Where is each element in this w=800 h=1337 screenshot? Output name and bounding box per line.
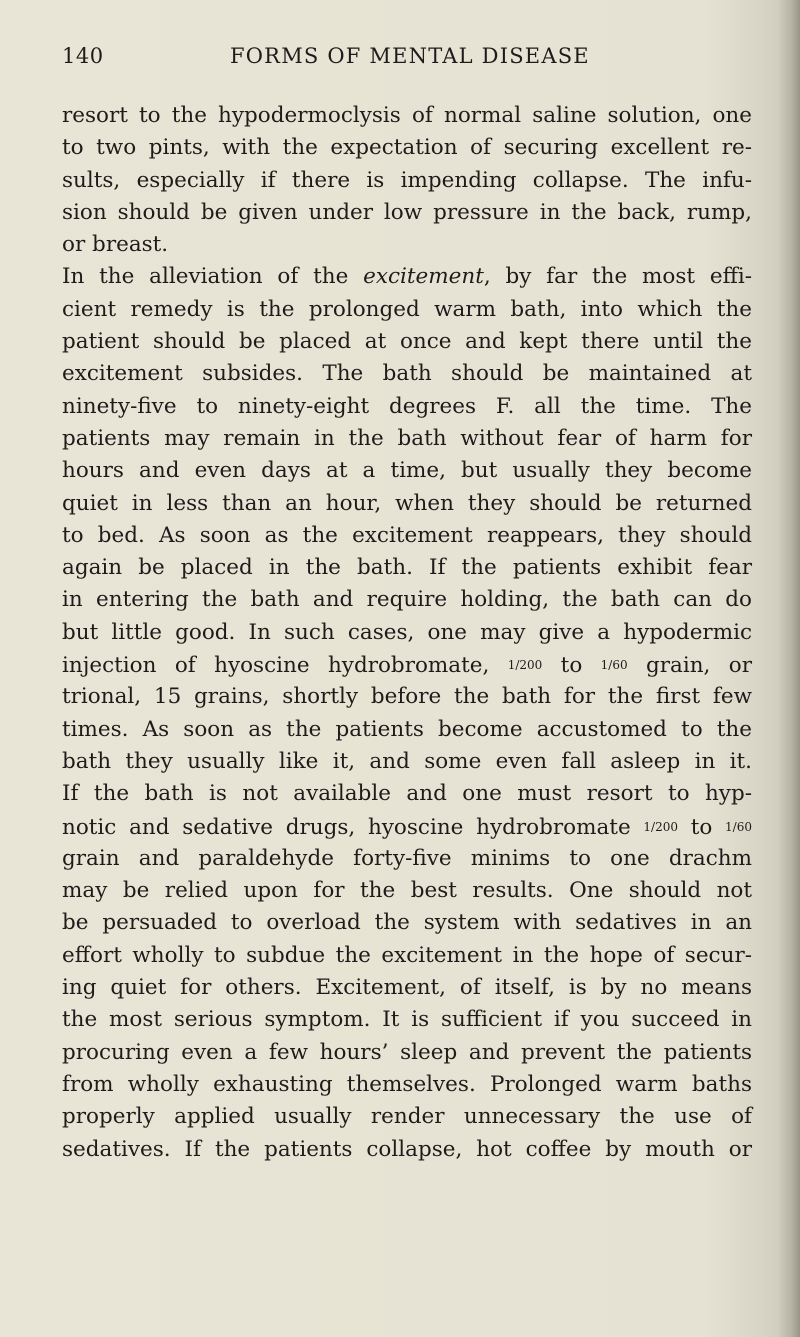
text-line: but little good. In such cases, one may give a hypodermic: [62, 619, 752, 645]
text-line-paragraph-start: [62, 261, 752, 293]
page-header: [62, 44, 712, 80]
text-line: trional, 15 grains, shortly before the bath for the first few: [62, 684, 752, 710]
text-line: in entering the bath and require holding, the bath can do: [62, 587, 752, 613]
text-line: resort to the hypodermoclysis of normal saline solution, one: [62, 103, 752, 128]
text-line-dose: [62, 811, 752, 843]
fraction: 1/200: [643, 819, 678, 834]
fraction: 1/200: [507, 658, 543, 673]
text-fragment: , by far the most effi-: [483, 264, 752, 290]
page-edge-shadow: [778, 0, 800, 1337]
text-line: times. As soon as the patients become accustomed to the: [62, 716, 752, 742]
fraction: 1/60: [725, 819, 752, 834]
text-line: grain and paraldehyde forty-five minims to one drachm: [62, 845, 752, 871]
text-line: ninety-five to ninety-eight degrees F. all the time. The: [62, 393, 752, 419]
text-line-dose: [62, 649, 752, 681]
text-fragment: grain, or: [627, 653, 752, 679]
text-line: be persuaded to overload the system with sedatives in an: [62, 910, 752, 936]
page-number: 140: [62, 44, 104, 68]
text-line: excitement subsides. The bath should be maintained at: [62, 361, 752, 387]
text-line: bath they usually like it, and some even fall asleep in it.: [62, 748, 752, 774]
text-line: ing quiet for others. Excitement, of itself, is by no means: [62, 975, 752, 1001]
text-line: sion should be given under low pressure in the back, rump,: [62, 199, 752, 225]
text-line: to bed. As soon as the excitement reappears, they should: [62, 522, 752, 548]
text-line: patient should be placed at once and kept there until the: [62, 329, 752, 355]
text-line: sults, especially if there is impending collapse. The infu-: [62, 167, 752, 193]
italic-word: excitement: [363, 264, 484, 290]
text-line: cient remedy is the prolonged warm bath, into which the: [62, 296, 752, 322]
text-line: the most serious symptom. It is sufficient if you succeed in: [62, 1007, 752, 1033]
body-text: [62, 100, 752, 1166]
text-line: patients may remain in the bath without fear of harm for: [62, 425, 752, 451]
text-line: properly applied usually render unnecessary the use of: [62, 1104, 752, 1130]
text-line: hours and even days at a time, but usually they become: [62, 458, 752, 484]
text-line: procuring even a few hours’ sleep and prevent the patients: [62, 1039, 752, 1065]
fraction: 1/60: [600, 658, 628, 673]
text-fragment: to: [678, 814, 726, 840]
text-line: again be placed in the bath. If the patients exhibit fear: [62, 555, 752, 581]
text-fragment: to: [542, 653, 601, 679]
text-fragment: In the alleviation of the: [62, 264, 364, 290]
text-line: or breast.: [62, 232, 169, 258]
text-fragment: injection of hyoscine hydrobromate,: [62, 653, 508, 679]
text-line: effort wholly to subdue the excitement in the hope of secur-: [62, 942, 752, 968]
text-line: may be relied upon for the best results. One should not: [62, 878, 752, 904]
running-head: FORMS OF MENTAL DISEASE: [230, 44, 590, 68]
text-fragment: notic and sedative drugs, hyoscine hydrobromate: [62, 814, 644, 840]
text-line: from wholly exhausting themselves. Prolonged warm baths: [62, 1071, 752, 1097]
text-line: If the bath is not available and one must resort to hyp-: [62, 781, 752, 807]
text-line: quiet in less than an hour, when they should be returned: [62, 490, 752, 516]
text-line: sedatives. If the patients collapse, hot coffee by mouth or: [62, 1136, 752, 1162]
text-line: to two pints, with the expectation of securing excellent re-: [62, 135, 752, 161]
